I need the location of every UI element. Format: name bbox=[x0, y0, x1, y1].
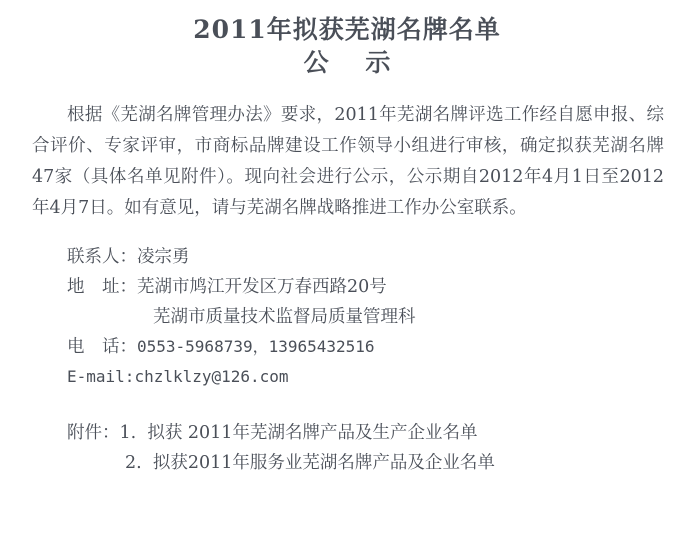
attachment-2-number: 2. bbox=[125, 453, 142, 473]
attachment-row-2 bbox=[67, 448, 672, 478]
attachment-row-1 bbox=[67, 418, 672, 448]
contact-address-label: 地 址： bbox=[67, 277, 137, 297]
attachment-1-number: 1. bbox=[119, 423, 137, 443]
contact-address-value: 芜湖市鸠江开发区万春西路20号 bbox=[137, 277, 387, 297]
contact-person-label: 联系人： bbox=[67, 247, 137, 267]
body-paragraph: 根据《芜湖名牌管理办法》要求，2011年芜湖名牌评选工作经自愿申报、综合评价、专家评审，市商标品牌建设工作领导小组进行审核，确定拟获芜湖名牌47家（具体名单见附件）。现向社会进行公示，公示期自2012年4月1日至2012年4月7日。如有意见，请与芜湖名牌战略推进工作办公室联系。 bbox=[32, 105, 664, 218]
contact-block bbox=[22, 242, 672, 392]
attachments-block bbox=[22, 418, 672, 478]
contact-address-value-2: 芜湖市质量技术监督局质量管理科 bbox=[153, 307, 416, 327]
attachments-label: 附件： bbox=[67, 423, 120, 443]
attachment-1-text: 拟获 2011年芜湖名牌产品及生产企业名单 bbox=[147, 423, 478, 443]
contact-email-value: chzlklzy@126.com bbox=[134, 367, 289, 386]
page-subtitle: 公 示 bbox=[303, 48, 405, 77]
contact-phone-row bbox=[67, 332, 672, 362]
document-title-block bbox=[22, 14, 672, 80]
contact-phone-label: 电 话： bbox=[67, 337, 137, 357]
contact-address-row bbox=[67, 272, 672, 302]
contact-email-label: E-mail: bbox=[67, 367, 135, 386]
contact-phone-value: 0553-5968739，13965432516 bbox=[137, 337, 375, 356]
contact-address-row-2 bbox=[67, 302, 672, 332]
contact-person-row bbox=[67, 242, 672, 272]
attachment-2-text: 拟获2011年服务业芜湖名牌产品及企业名单 bbox=[152, 453, 495, 473]
page-title: 2011年拟获芜湖名牌名单 bbox=[193, 15, 501, 44]
contact-person-value: 凌宗勇 bbox=[137, 247, 190, 267]
contact-email-row bbox=[67, 362, 672, 392]
body-text-block bbox=[22, 100, 672, 224]
